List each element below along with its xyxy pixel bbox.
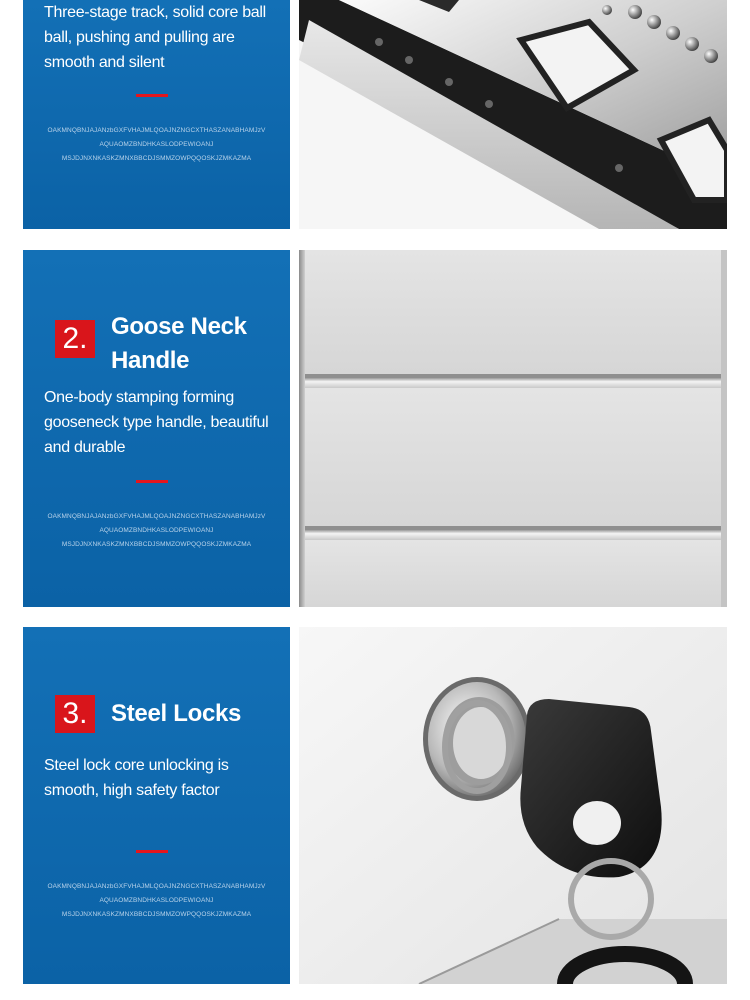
fine-print: [23, 510, 290, 552]
fine-print-line: MSJDJNXNKASKZMNXBBCDJSMMZOWPQQOSKJZMKAZMA: [61, 911, 252, 918]
fine-print-line: AQUAOMZBNDHKASLODPEWIOANJ: [99, 897, 214, 904]
red-divider: [136, 850, 168, 853]
drawer-handle-photo: [299, 250, 727, 607]
fine-print-line: AQUAOMZBNDHKASLODPEWIOANJ: [99, 527, 214, 534]
fine-print: [23, 124, 290, 166]
red-divider: [136, 94, 168, 97]
feature-panel-ball-bearing: [23, 0, 290, 229]
fine-print-line: MSJDJNXNKASKZMNXBBCDJSMMZOWPQQOSKJZMKAZMA: [61, 541, 252, 548]
feature-number-badge: 3.: [55, 695, 95, 733]
feature-description: Three-stage track, solid core ball ball, pushing and pulling are smooth and silent: [44, 4, 266, 71]
lock-and-key-photo: [299, 627, 727, 984]
fine-print: [23, 880, 290, 922]
feature-panel-steel-locks: [23, 627, 290, 984]
fine-print-line: OAKMNQBNJAJANzbGXFVHAJMLQOAJNZNGCXTHASZANABHAMJzV: [47, 513, 266, 520]
fine-print-line: MSJDJNXNKASKZMNXBBCDJSMMZOWPQQOSKJZMKAZMA: [61, 155, 252, 162]
fine-print-line: OAKMNQBNJAJANzbGXFVHAJMLQOAJNZNGCXTHASZANABHAMJzV: [47, 127, 266, 134]
feature-title: Goose Neck Handle: [111, 313, 247, 374]
fine-print-line: AQUAOMZBNDHKASLODPEWIOANJ: [99, 141, 214, 148]
feature-description: Steel lock core unlocking is smooth, high safety factor: [44, 757, 229, 799]
feature-description: One-body stamping forming gooseneck type handle, beautiful and durable: [44, 389, 269, 456]
ball-bearing-slide-rail-photo: [299, 0, 727, 229]
feature-title-row: [55, 695, 241, 733]
feature-panel-goose-neck-handle: [23, 250, 290, 607]
fine-print-line: OAKMNQBNJAJANzbGXFVHAJMLQOAJNZNGCXTHASZANABHAMJzV: [47, 883, 266, 890]
feature-title: Steel Locks: [111, 700, 242, 727]
red-divider: [136, 480, 168, 483]
feature-title-row: [55, 310, 261, 378]
feature-number-badge: 2.: [55, 320, 95, 358]
